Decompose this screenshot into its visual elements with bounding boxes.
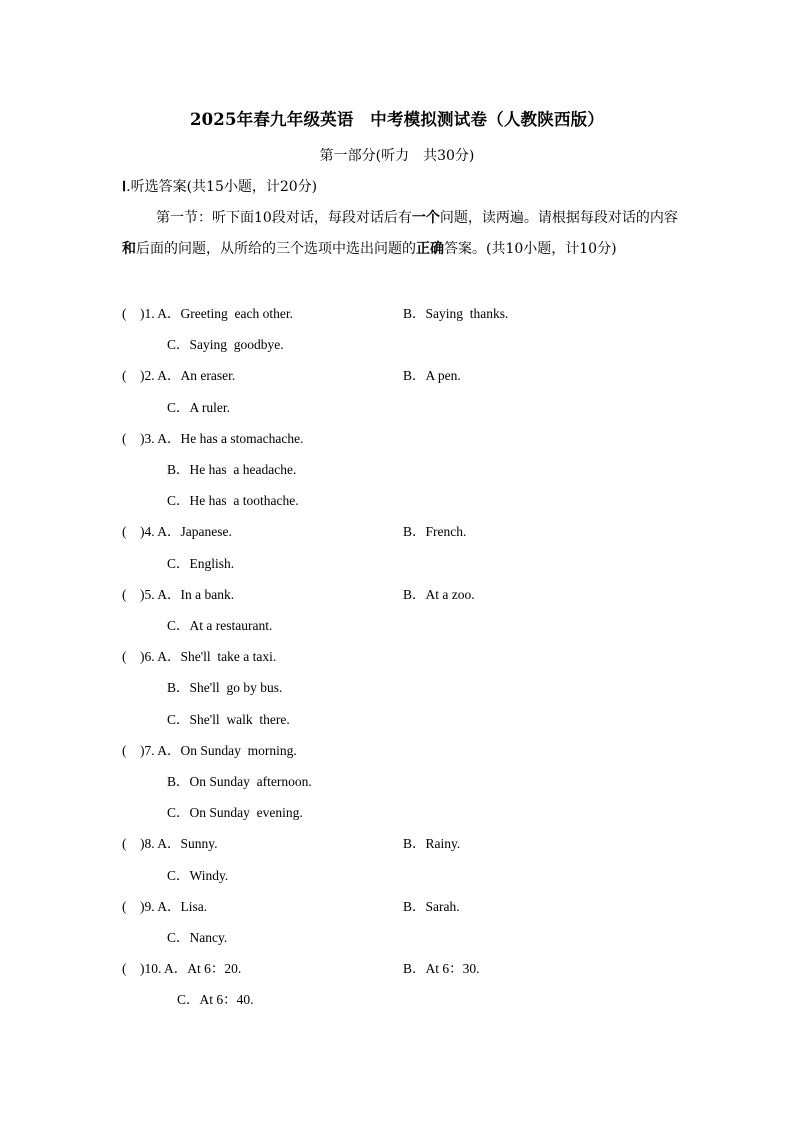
option-c: C．He has a toothache. <box>167 493 299 508</box>
option-c: C．On Sunday evening. <box>167 805 303 820</box>
option-a: Japanese. <box>180 524 232 539</box>
option-b: B．Sarah. <box>403 899 460 914</box>
option-a: She'll take a taxi. <box>180 649 277 664</box>
section-title <box>122 176 317 196</box>
option-c: C．English. <box>167 556 235 571</box>
option-b: B．Saying thanks. <box>403 306 509 321</box>
question-9 <box>122 895 207 915</box>
option-b: B．French. <box>403 524 467 539</box>
question-7 <box>122 739 297 759</box>
option-c: C．Saying goodbye. <box>167 337 284 352</box>
instructions <box>122 203 682 265</box>
question-number: ( )2. A． <box>122 368 181 383</box>
option-a: Sunny. <box>180 836 218 851</box>
option-b: B．Rainy. <box>403 836 461 851</box>
option-c: C．At 6：40. <box>177 992 254 1007</box>
page-title: 2025年春九年级英语 中考模拟测试卷（人教陕西版） <box>189 110 605 129</box>
question-3 <box>122 427 303 447</box>
option-b: B．He has a headache. <box>167 462 297 477</box>
option-a: He has a stomachache. <box>180 431 304 446</box>
question-4 <box>122 520 232 540</box>
question-1 <box>122 302 293 322</box>
section-roman: Ⅰ <box>122 180 127 195</box>
question-number: ( )3. A． <box>122 431 181 446</box>
option-a: An eraser. <box>180 368 236 383</box>
option-c: C．A ruler. <box>167 400 230 415</box>
option-a: On Sunday morning. <box>180 743 297 758</box>
option-b: B．At a zoo. <box>403 587 475 602</box>
question-10 <box>122 957 241 977</box>
option-c: C．At a restaurant. <box>167 618 273 633</box>
question-number: ( )1. A． <box>122 306 181 321</box>
instr-text-3: 后面的问题，从所给的三个选项中选出问题的 <box>136 241 416 257</box>
question-number: ( )5. A． <box>122 587 181 602</box>
instr-text-1: 第一节：听下面10段对话，每段对话后有 <box>156 210 412 226</box>
option-b: B．She'll go by bus. <box>167 680 283 695</box>
option-b: B．On Sunday afternoon. <box>167 774 312 789</box>
question-number: ( )6. A． <box>122 649 181 664</box>
question-8 <box>122 832 218 852</box>
option-a: At 6：20. <box>187 961 242 976</box>
question-2 <box>122 364 235 384</box>
question-number: ( )8. A． <box>122 836 181 851</box>
question-5 <box>122 583 234 603</box>
option-c: C．She'll walk there. <box>167 712 290 727</box>
option-a: In a bank. <box>180 587 235 602</box>
question-6 <box>122 645 276 665</box>
part-title: 第一部分(听力 共30分) <box>319 148 475 164</box>
option-a: Lisa. <box>180 899 208 914</box>
instr-bold-2: 和 <box>122 241 136 257</box>
instr-bold-1: 一个 <box>411 210 440 226</box>
question-number: ( )9. A． <box>122 899 181 914</box>
question-number: ( )4. A． <box>122 524 181 539</box>
instr-bold-3: 正确 <box>416 241 444 257</box>
instr-text-4: 答案。(共10小题，计10分) <box>444 241 617 257</box>
option-c: C．Nancy. <box>167 930 228 945</box>
option-c: C．Windy. <box>167 868 229 883</box>
option-b: B．At 6：30. <box>403 961 480 976</box>
option-b: B．A pen. <box>403 368 461 383</box>
question-number: ( )10. A． <box>122 961 188 976</box>
instr-text-2: 问题，读两遍。请根据每段对话的内容 <box>439 210 678 226</box>
question-number: ( )7. A． <box>122 743 181 758</box>
section-label: .听选答案(共15小题，计20分) <box>126 179 318 195</box>
option-a: Greeting each other. <box>180 306 293 321</box>
